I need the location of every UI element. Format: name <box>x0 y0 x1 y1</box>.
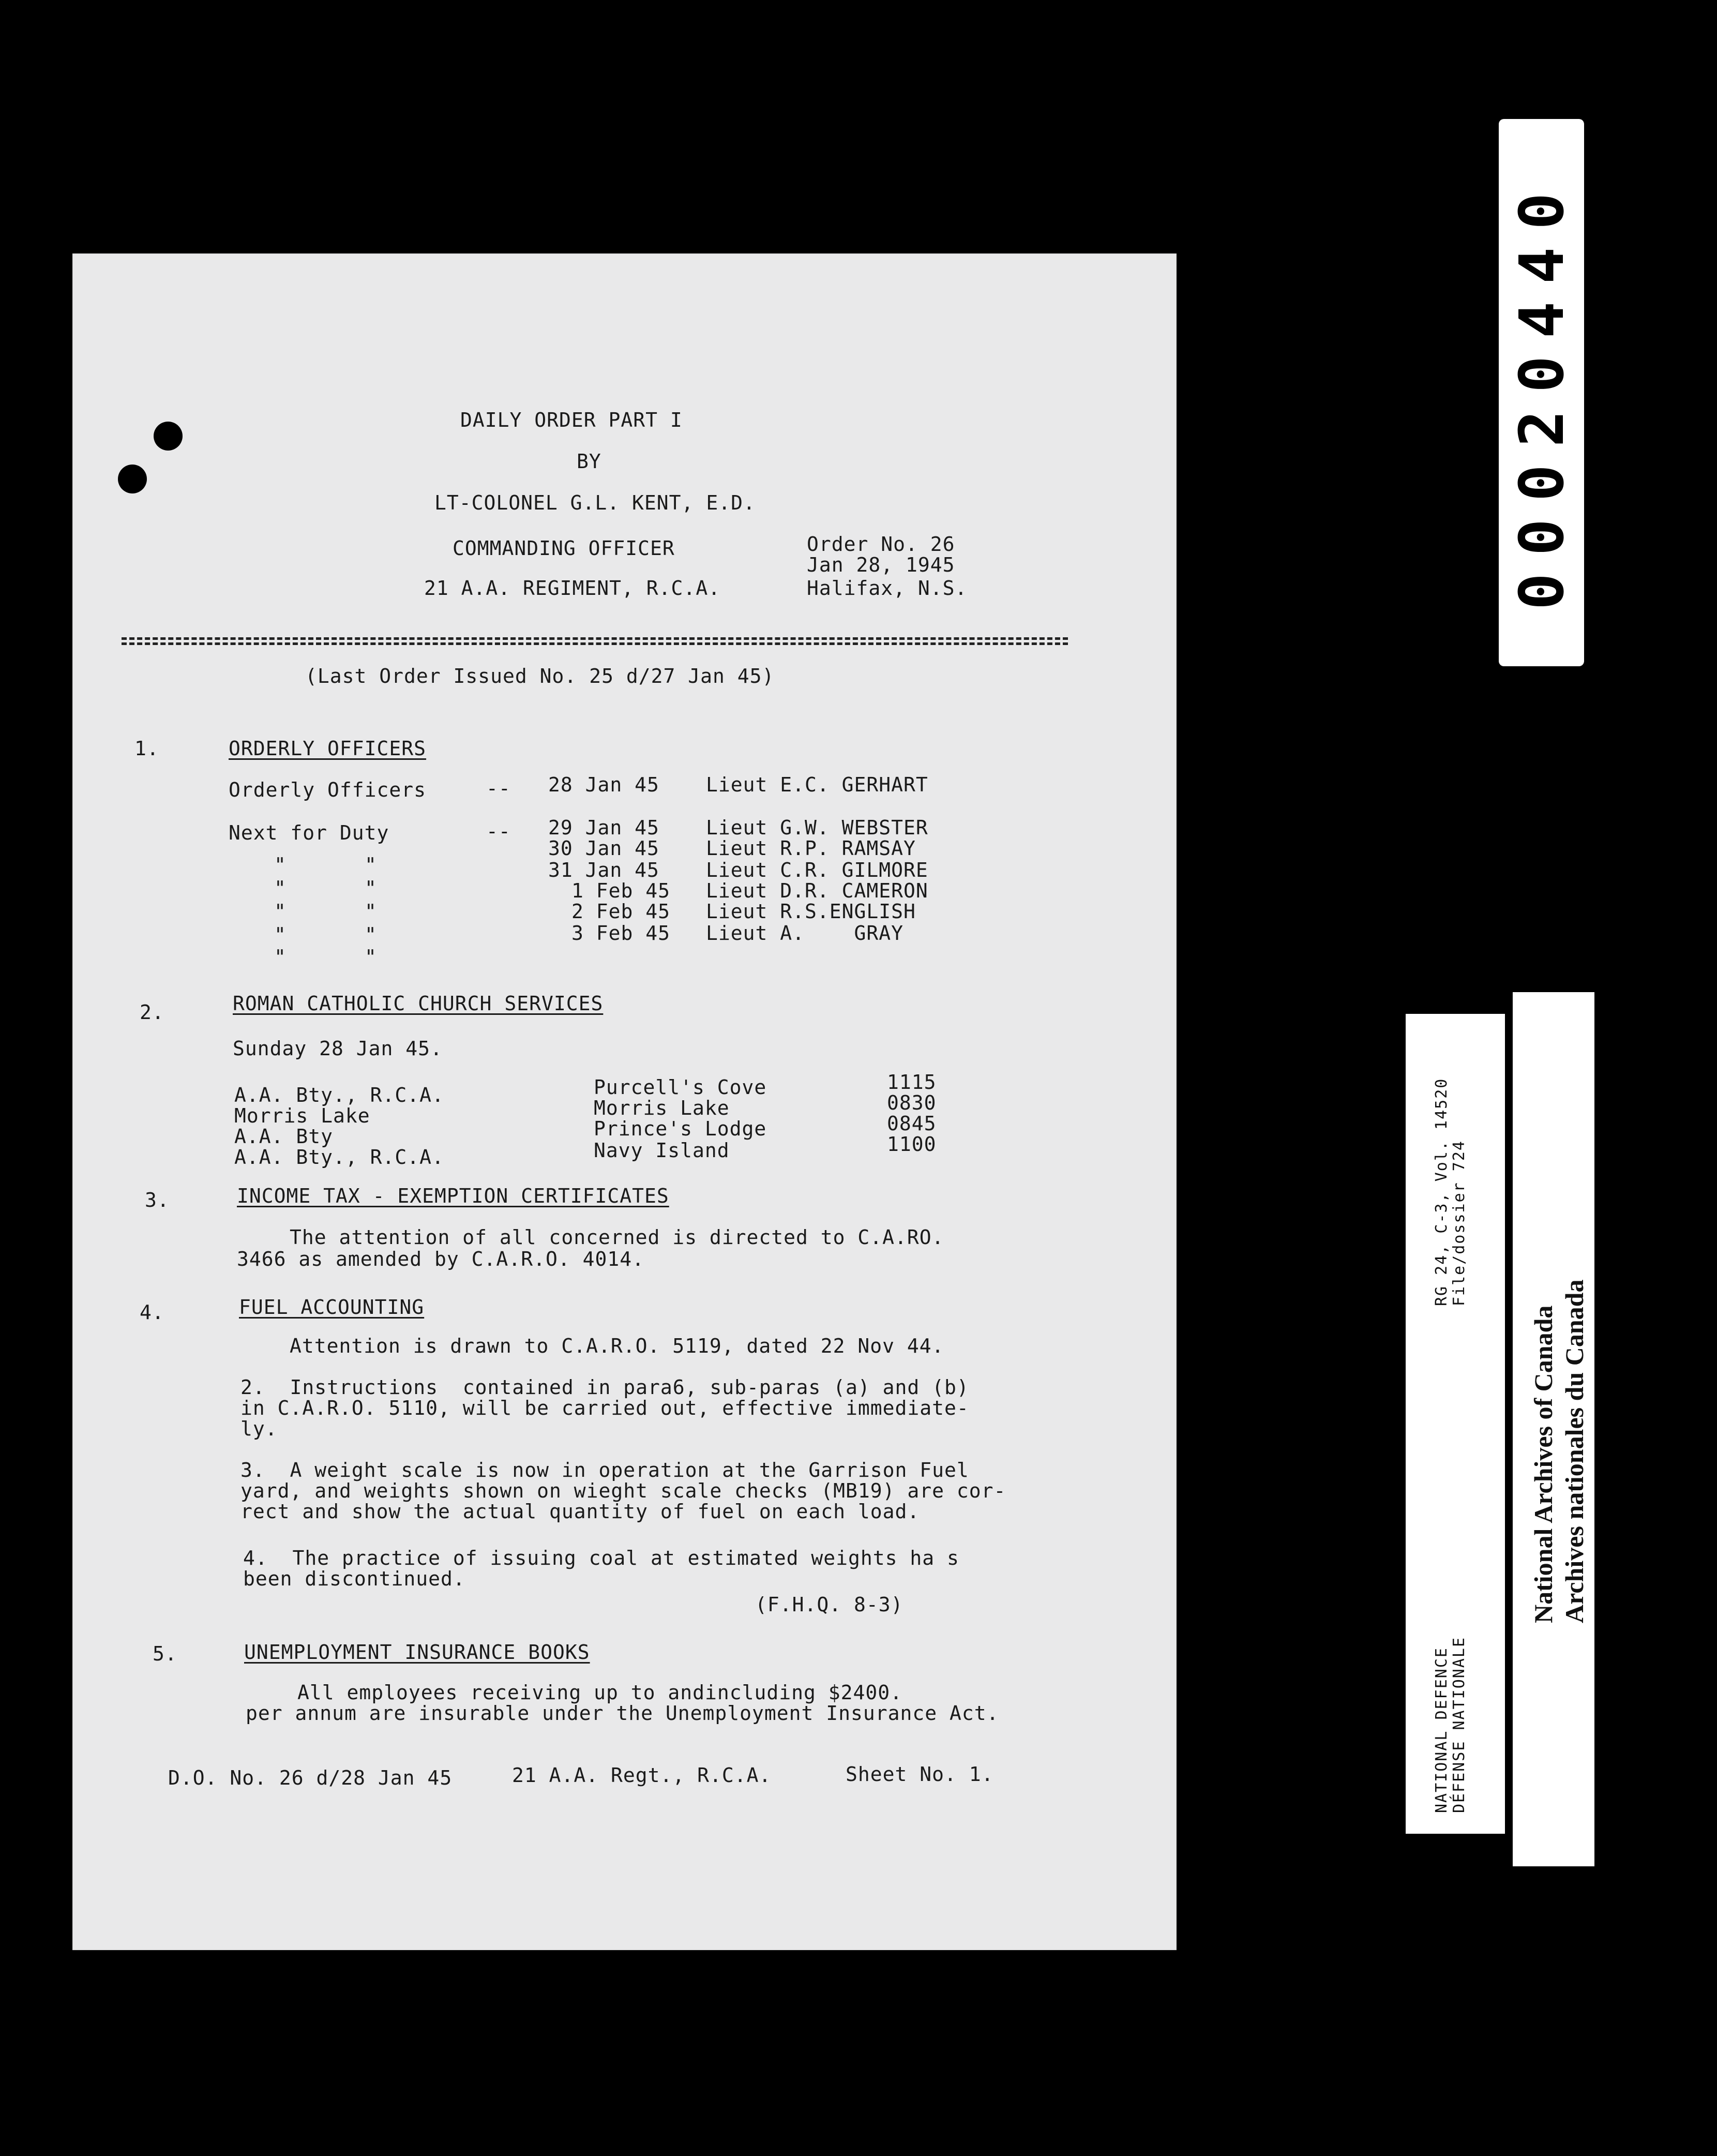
ditto-mark: " <box>274 877 287 900</box>
ditto-mark: " <box>274 946 287 968</box>
duty-officer: Lieut G.W. WEBSTER <box>706 816 928 839</box>
reference-label <box>1406 1014 1505 1834</box>
reference-line: File/dossier 724 <box>1450 1140 1468 1306</box>
department-fr: DÉFENSE NATIONALE <box>1450 1636 1468 1813</box>
paragraph-line: Attention is drawn to C.A.R.O. 5119, dated 22 Nov 44. <box>290 1335 944 1357</box>
duty-date: 1 Feb 45 <box>571 879 671 902</box>
footer-unit: 21 A.A. Regt., R.C.A. <box>512 1764 772 1787</box>
service-place: Prince's Lodge <box>594 1117 767 1140</box>
ditto-mark: " <box>274 854 287 876</box>
duty-date: 3 Feb 45 <box>571 922 671 945</box>
archives-name-en: National Archives of Canada <box>1529 1305 1558 1623</box>
divider-rule <box>122 637 1068 640</box>
ditto-mark: " <box>365 854 377 876</box>
paragraph-line: rect and show the actual quantity of fuel on each load. <box>240 1500 920 1523</box>
service-day: Sunday 28 Jan 45. <box>233 1037 443 1060</box>
order-by: BY <box>577 450 601 473</box>
file-reference: (F.H.Q. 8-3) <box>755 1593 903 1616</box>
archive-item-number-label <box>1499 119 1584 666</box>
paragraph-line: 3. A weight scale is now in operation at the Garrison Fuel <box>240 1459 969 1481</box>
department-en: NATIONAL DEFENCE <box>1433 1647 1451 1813</box>
service-place: Purcell's Cove <box>594 1076 767 1099</box>
next-duty-label: Next for Duty <box>229 821 389 844</box>
footer-order-ref: D.O. No. 26 d/28 Jan 45 <box>168 1766 453 1789</box>
document-page <box>72 253 1177 1950</box>
section-heading: INCOME TAX - EXEMPTION CERTIFICATES <box>237 1185 669 1207</box>
duty-officer: Lieut R.P. RAMSAY <box>706 837 916 860</box>
ditto-mark: " <box>365 923 377 946</box>
duty-officer: Lieut A. GRAY <box>706 922 904 945</box>
duty-date: 2 Feb 45 <box>571 900 671 923</box>
footer-sheet: Sheet No. 1. <box>846 1763 994 1786</box>
dash: -- <box>486 777 511 800</box>
duty-officer: Lieut E.C. GERHART <box>706 773 928 796</box>
paragraph-line: ly. <box>240 1417 278 1440</box>
service-time: 1100 <box>887 1133 937 1156</box>
paragraph-line: been discontinued. <box>243 1567 465 1590</box>
paragraph-line: The attention of all concerned is directed to C.A.RO. <box>290 1226 944 1249</box>
ditto-mark: " <box>365 946 377 968</box>
paragraph-line: All employees receiving up to andincluding $2400. <box>297 1681 903 1704</box>
paragraph-line: 4. The practice of issuing coal at estimated weights ha s <box>243 1547 959 1569</box>
service-unit: Morris Lake <box>234 1104 370 1127</box>
archives-label <box>1513 992 1594 1866</box>
orderly-officers-label: Orderly Officers <box>229 778 427 801</box>
punch-hole <box>118 465 147 493</box>
service-unit: A.A. Bty., R.C.A. <box>234 1146 444 1169</box>
service-time: 0845 <box>887 1112 937 1135</box>
section-heading: ORDERLY OFFICERS <box>229 737 427 760</box>
paragraph-line: 2. Instructions contained in para6, sub-paras (a) and (b) <box>240 1376 969 1399</box>
section-number: 1. <box>134 737 159 760</box>
section-heading: UNEMPLOYMENT INSURANCE BOOKS <box>244 1641 590 1664</box>
duty-date: 28 Jan 45 <box>548 773 659 796</box>
duty-date: 29 Jan 45 <box>548 816 659 839</box>
unit-name: 21 A.A. REGIMENT, R.C.A. <box>424 577 721 600</box>
order-number: Order No. 26 <box>807 533 955 556</box>
paragraph-line: 3466 as amended by C.A.R.O. 4014. <box>237 1248 644 1270</box>
ditto-mark: " <box>365 877 377 900</box>
section-number: 2. <box>140 1001 164 1024</box>
archives-name-fr: Archives nationales du Canada <box>1560 1279 1589 1623</box>
duty-officer: Lieut C.R. GILMORE <box>706 859 928 881</box>
order-title: DAILY ORDER PART I <box>460 409 683 431</box>
last-order-note: (Last Order Issued No. 25 d/27 Jan 45) <box>305 665 775 687</box>
divider-rule <box>122 642 1068 645</box>
section-heading: ROMAN CATHOLIC CHURCH SERVICES <box>233 992 604 1015</box>
archive-item-number: 00020440 <box>1505 175 1577 610</box>
section-number: 3. <box>145 1189 170 1211</box>
service-place: Morris Lake <box>594 1097 730 1119</box>
duty-date: 30 Jan 45 <box>548 837 659 860</box>
ditto-mark: " <box>274 923 287 946</box>
service-unit: A.A. Bty., R.C.A. <box>234 1084 444 1106</box>
service-unit: A.A. Bty <box>234 1125 334 1148</box>
service-place: Navy Island <box>594 1139 730 1162</box>
paragraph-line: yard, and weights shown on wieght scale checks (MB19) are cor- <box>240 1479 1006 1502</box>
paragraph-line: per annum are insurable under the Unemployment Insurance Act. <box>246 1702 999 1725</box>
service-time: 0830 <box>887 1091 937 1114</box>
ditto-mark: " <box>274 900 287 923</box>
officer-role: COMMANDING OFFICER <box>453 537 675 560</box>
duty-officer: Lieut D.R. CAMERON <box>706 879 928 902</box>
reference-line: RG 24, C-3, Vol. 14520 <box>1433 1077 1451 1306</box>
service-time: 1115 <box>887 1071 937 1094</box>
ditto-mark: " <box>365 900 377 923</box>
paragraph-line: in C.A.R.O. 5110, will be carried out, effective immediate- <box>240 1397 969 1419</box>
section-number: 5. <box>153 1642 177 1665</box>
issuing-officer: LT-COLONEL G.L. KENT, E.D. <box>434 491 756 514</box>
dash: -- <box>486 820 511 843</box>
order-date: Jan 28, 1945 <box>807 553 955 576</box>
punch-hole <box>154 422 183 451</box>
order-place: Halifax, N.S. <box>807 577 968 600</box>
section-heading: FUEL ACCOUNTING <box>239 1296 425 1319</box>
duty-officer: Lieut R.S.ENGLISH <box>706 900 916 923</box>
section-number: 4. <box>140 1301 164 1324</box>
duty-date: 31 Jan 45 <box>548 859 659 881</box>
